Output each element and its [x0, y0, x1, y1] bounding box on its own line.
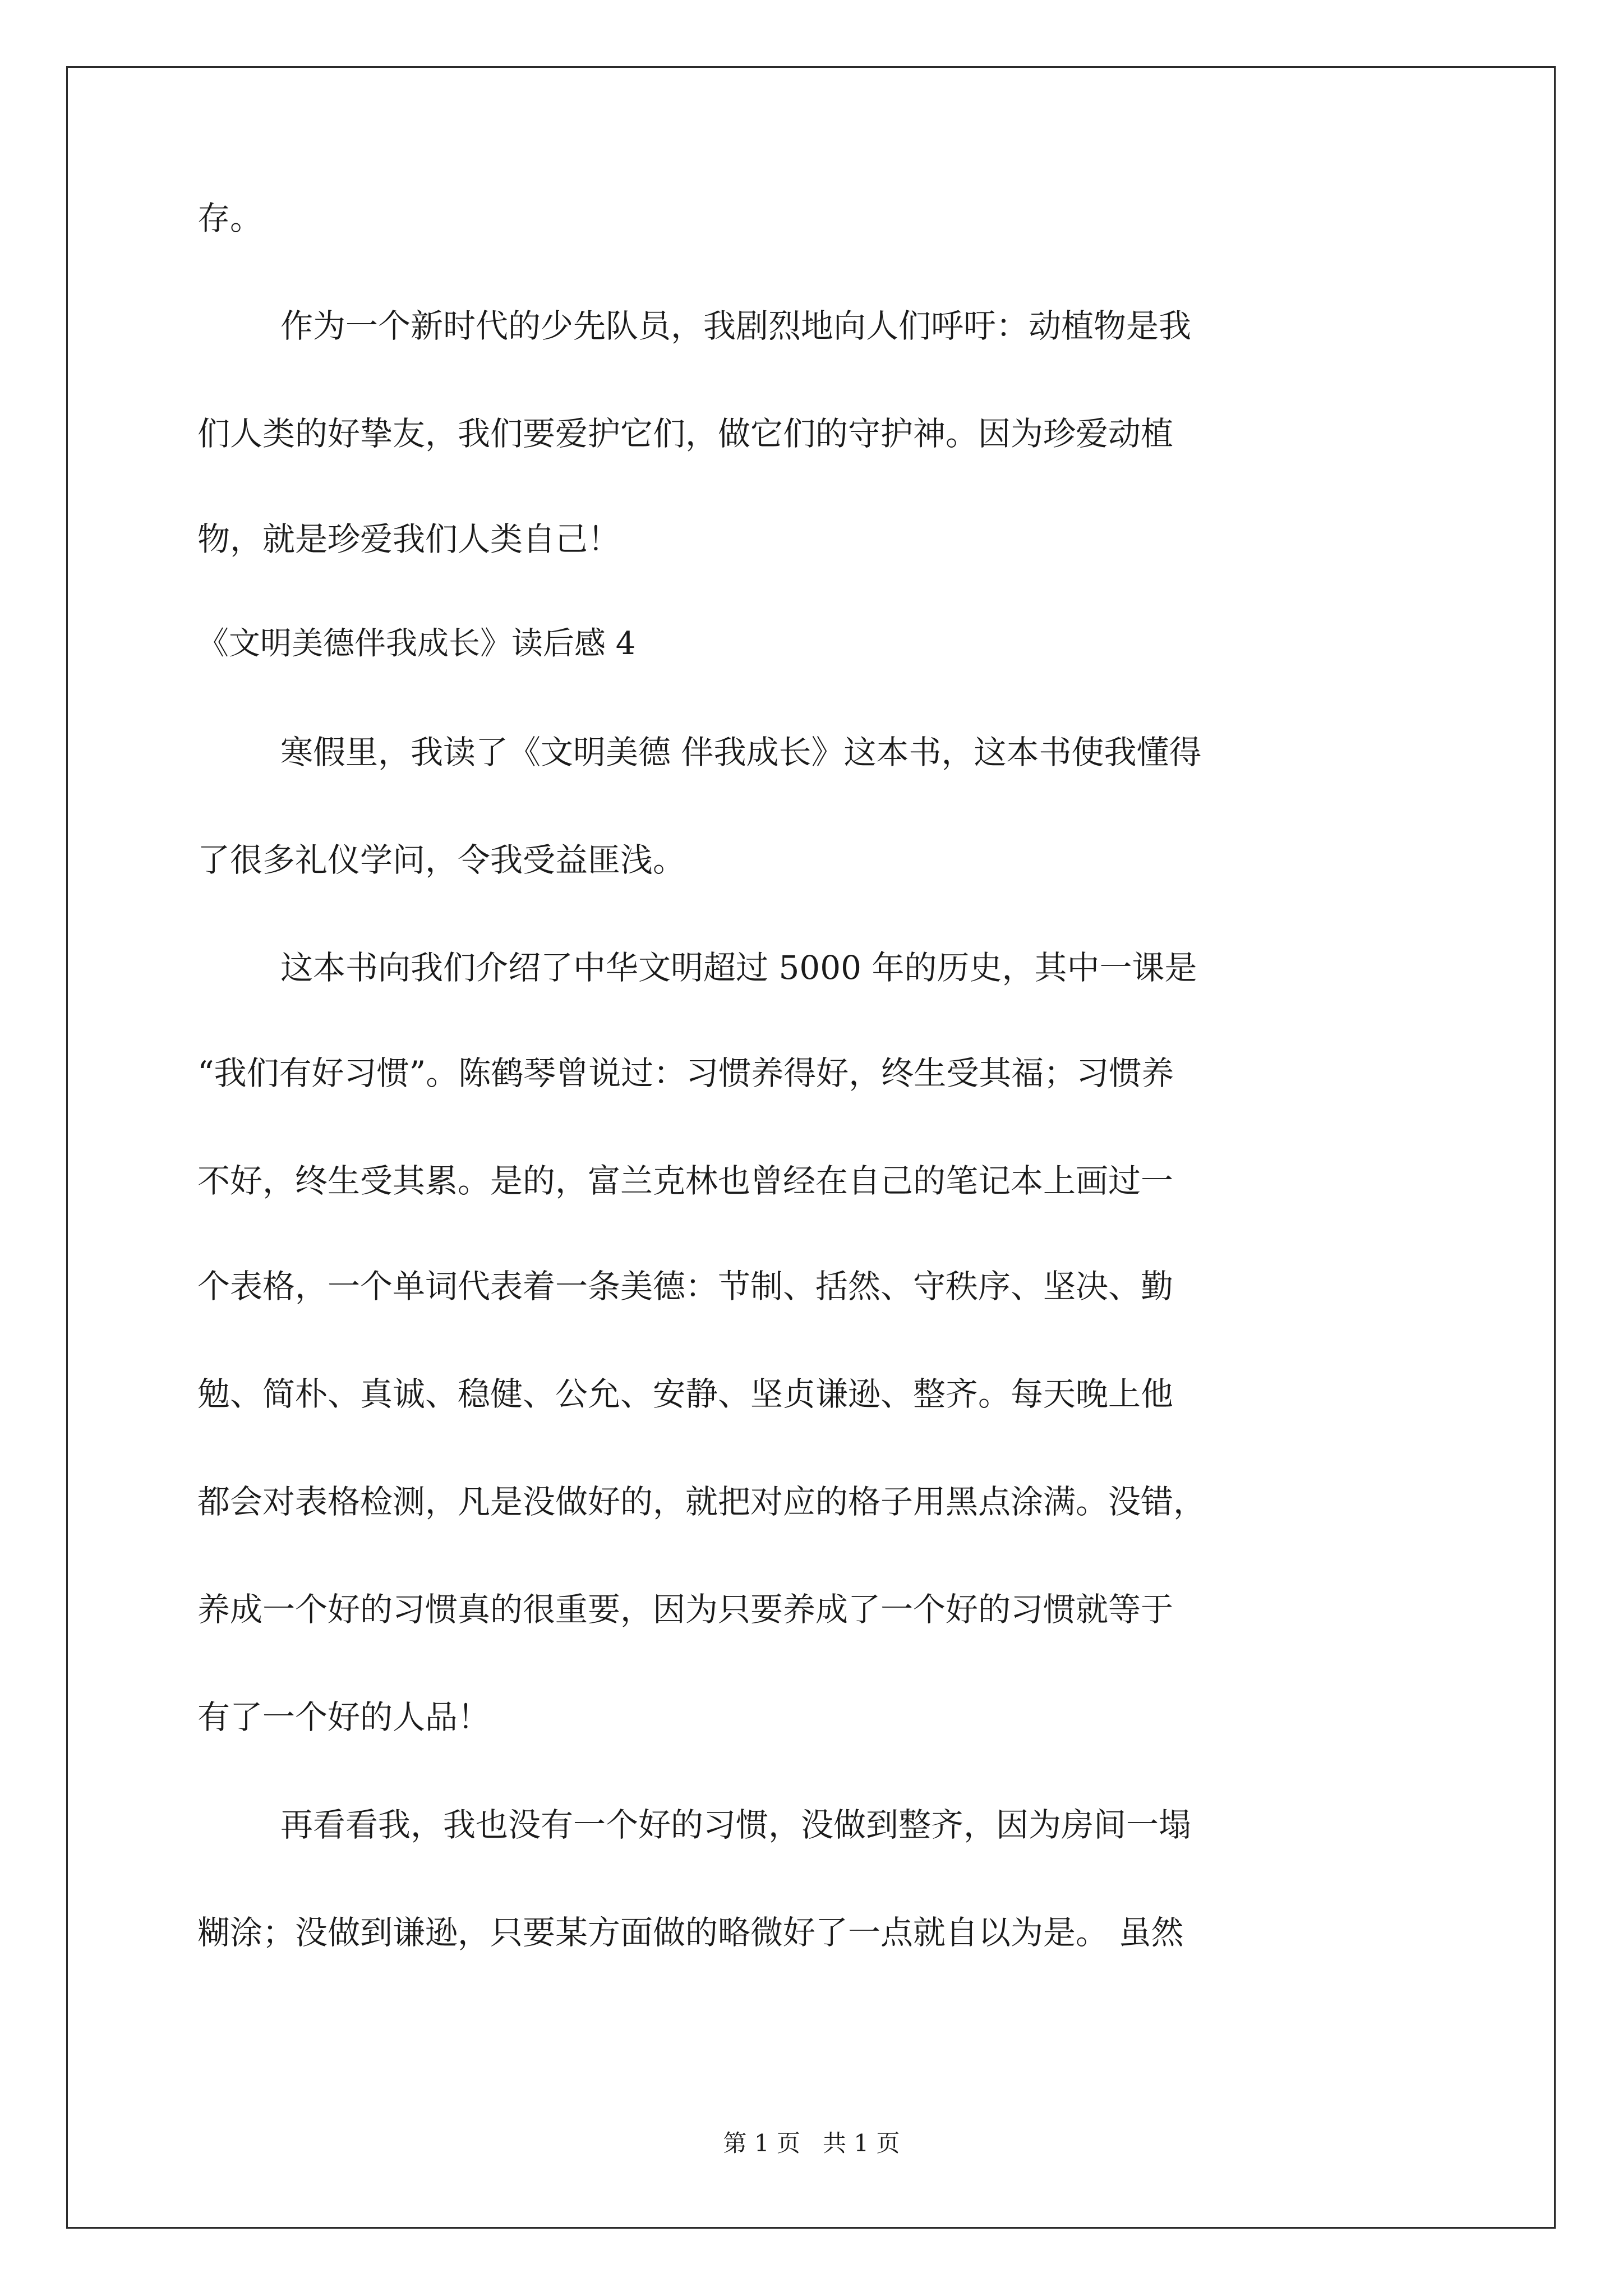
text-line: 养成一个好的习惯真的很重要，因为只要养成了一个好的习惯就等于: [197, 1590, 1174, 1628]
text-line: 不好，终生受其累。是的，富兰克林也曾经在自己的笔记本上画过一: [197, 1162, 1174, 1200]
text-line: 了很多礼仪学问，令我受益匪浅。: [197, 841, 686, 879]
text-line: 个表格，一个单词代表着一条美德：节制、括然、守秩序、坚决、勤: [197, 1267, 1174, 1305]
paragraph-start: 这本书向我们介绍了中华文明超过 5000 年的历史，其中一课是: [280, 949, 1197, 987]
text-line: 物，就是珍爱我们人类自己！: [197, 520, 621, 558]
paragraph-start: 寒假里，我读了《文明美德 伴我成长》这本书，这本书使我懂得: [280, 733, 1202, 771]
text-line: 糊涂；没做到谦逊，只要某方面做的略微好了一点就自以为是。 虽然: [197, 1913, 1184, 1952]
text-line: 存。: [197, 199, 263, 237]
text-line: “我们有好习惯”。陈鹤琴曾说过：习惯养得好，终生受其福；习惯养: [197, 1054, 1174, 1092]
paragraph-start: 作为一个新时代的少先队员，我剧烈地向人们呼吁：动植物是我: [280, 307, 1192, 345]
page-footer: 第 1 页 共 1 页: [723, 2129, 900, 2157]
section-title: 《文明美德伴我成长》读后感 4: [197, 625, 636, 662]
text-line: 都会对表格检测，凡是没做好的，就把对应的格子用黑点涂满。没错，: [197, 1483, 1206, 1521]
paragraph-start: 再看看我，我也没有一个好的习惯，没做到整齐，因为房间一塌: [280, 1806, 1192, 1844]
text-line: 有了一个好的人品！: [197, 1698, 491, 1736]
text-line: 们人类的好挚友，我们要爱护它们，做它们的守护神。因为珍爱动植: [197, 415, 1174, 453]
text-line: 勉、简朴、真诚、稳健、公允、安静、坚贞谦逊、整齐。每天晚上他: [197, 1375, 1174, 1413]
page-border: [66, 66, 1556, 2229]
